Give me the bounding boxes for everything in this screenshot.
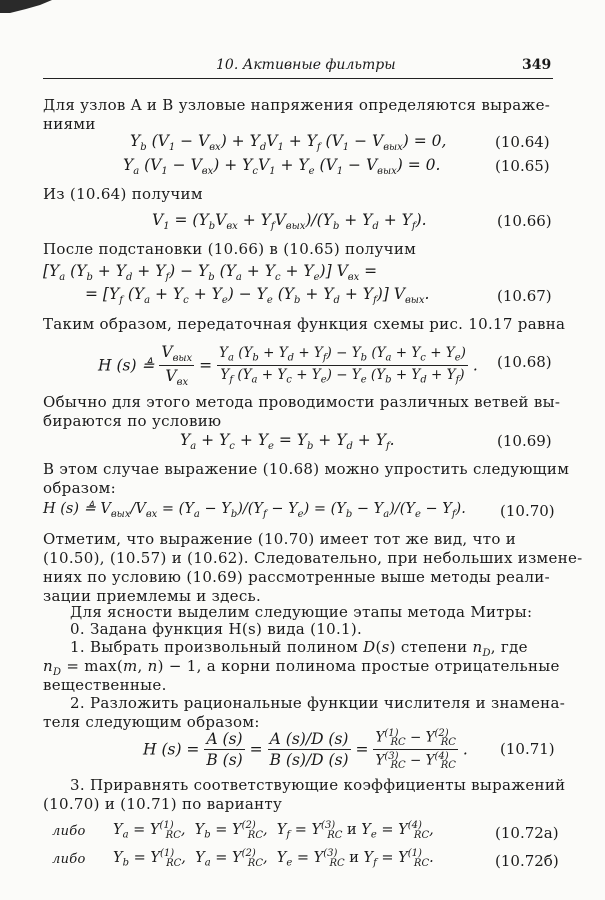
equation-10-72b: $Y_b = Y^{(1)}_{RC}$, $Y_a = Y^{(2)}_{RC}$, $Y_e = Y^{(3)}_{RC}$ и $Y_f = Y^{(1)}_{RC}$. [113,848,434,869]
paragraph-line: Отметим, что выражение (10.70) имеет тот же вид, что и [43,530,517,548]
step-1-line: вещественные. [43,676,167,694]
equation-10-69: $Y_a + Y_c + Y_e = Y_b + Y_d + Y_f$. [180,431,395,453]
equation-10-65: $Y_a$ $(V_1 - V_{вх}) + Y_cV_1 + Y_e$ $(V_1 - V_{вых}) = 0$. [123,156,441,178]
paragraph-line: Обычно для этого метода проводимости различных ветвей вы- [43,393,561,411]
step-2-line: теля следующим образом: [43,713,260,731]
running-header-title: 10. Активные фильтры [216,57,396,73]
step-1-line: 1. Выбрать произвольный полином D(s) степени $n_D$, где [70,638,528,659]
equation-10-68: H (s) ≜ $V_{вых}$ $V_{вх}$ = $\frac{Y_a (Y_b + Y_d + Y_f) - Y_b (Y_a + Y_c + Y_e)}{Y_f (Y_a + Y_c + Y_e) - Y_e (Y_b + Y_d + Y_f)}$ . [98,343,478,389]
paragraph-line: ниями [43,115,96,133]
equation-10-67-line2: = [$Y_f$ $(Y_a + Y_c + Y_e) - Y_e$ $(Y_b + Y_d + Y_f)$] $V_{вых}$. [85,285,430,307]
equation-10-66: $V_1 = (Y_bV_{вх} + Y_fV_{вых})/(Y_b + Y_d + Y_f)$. [152,211,427,233]
paragraph-line: Для узлов A и B узловые напряжения определяются выраже- [43,96,551,114]
paragraph-line: зации приемлемы и здесь. [43,587,262,605]
equation-10-70: H (s) ≜ $V_{вых}/V_{вх} = (Y_a - Y_b)/(Y_f - Y_e) = (Y_b - Y_a)/(Y_e - Y_f)$. [43,501,466,520]
paragraph-line: В этом случае выражение (10.68) можно упростить следующим [43,460,570,478]
equation-number: (10.72a) [495,824,559,842]
paragraph-line: Таким образом, передаточная функция схемы рис. 10.17 равна [43,315,566,333]
equation-number: (10.68) [497,353,552,371]
paragraph-line: Из (10.64) получим [43,185,203,203]
step-0: 0. Задана функция H(s) вида (10.1). [70,620,363,638]
paragraph-line: После подстановки (10.66) в (10.65) получим [43,240,417,258]
equation-number: (10.69) [497,432,552,450]
equation-number: (10.66) [497,212,552,230]
equation-number: (10.71) [500,740,555,758]
step-2-line: 2. Разложить рациональные функции числителя и знамена- [70,694,566,712]
equation-number: (10.67) [497,287,552,305]
step-3-line: 3. Приравнять соответствующие коэффициенты выражений [70,776,566,794]
equation-10-67-line1: [$Y_a$ $(Y_b + Y_d + Y_f) - Y_b$ $(Y_a + Y_c + Y_e)$] $V_{вх}$ = [43,262,378,284]
page-corner-mark [0,0,60,14]
step-1-line: $n_D = \max(m$, n) − 1, а корни полинома простые отрицательные [43,657,560,678]
paragraph-line: (10.50), (10.57) и (10.62). Следовательно, при небольших измене- [43,549,583,567]
paragraph-line: образом: [43,479,116,497]
paragraph-line: бираются по условию [43,412,222,430]
equation-number: (10.65) [495,157,550,175]
equation-number: (10.72б) [495,852,559,870]
equation-number: (10.70) [500,502,555,520]
page-number: 349 [522,57,552,73]
equation-10-71: H (s) = $\frac{A (s)}{B (s)}$ = $\frac{A (s)/D (s)}{B (s)/D (s)}$ = $\frac{Y^{(1)}_{RC} - Y^{(2)}_{RC}}{Y^{(3)}_{RC} - Y^{(4)}_{RC}}$ . [143,728,468,772]
paragraph-line: ниях по условию (10.69) рассмотренные выше методы реали- [43,568,550,586]
equation-number: (10.64) [495,133,550,151]
variant-label: либо [52,852,86,867]
header-rule [43,78,553,79]
step-3-line: (10.70) и (10.71) по варианту [43,795,283,813]
paragraph-line: Для ясности выделим следующие этапы метода Митры: [70,603,533,621]
equation-10-64: $Y_b$ $(V_1 - V_{вх}) + Y_dV_1 + Y_f$ $(V_1 - V_{вых}) = 0$, [130,132,447,154]
equation-10-72a: $Y_a = Y^{(1)}_{RC}$, $Y_b = Y^{(2)}_{RC}$, $Y_f = Y^{(3)}_{RC}$ и $Y_e = Y^{(4)}_{RC}$, [113,820,434,841]
variant-label: либо [52,824,86,839]
